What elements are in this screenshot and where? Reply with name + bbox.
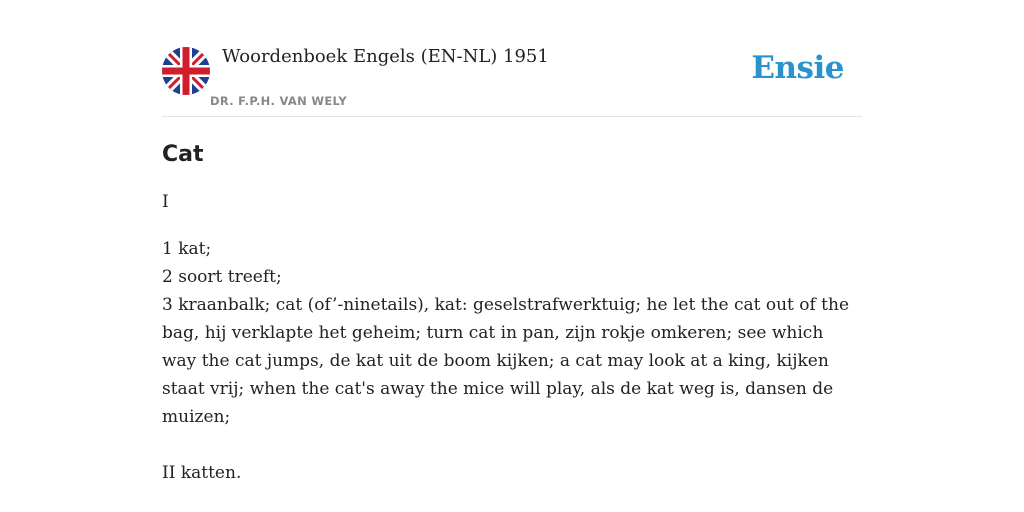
entry-content bbox=[162, 138, 862, 487]
entry-headword: Cat bbox=[162, 142, 204, 167]
sense-item: 2 soort treeft; bbox=[162, 267, 282, 287]
dictionary-title[interactable]: Woordenboek Engels (EN-NL) 1951 bbox=[222, 46, 549, 67]
section-2-text: II katten. bbox=[162, 463, 242, 483]
section-1-label: I bbox=[162, 192, 169, 212]
dictionary-author: DR. F.P.H. VAN WELY bbox=[210, 94, 347, 108]
ensie-logo[interactable]: Ensie bbox=[751, 50, 844, 86]
sense-item: 3 kraanbalk; cat (of’-ninetails), kat: geselstrafwerktuig; he let the cat out of the bag, hij verklapte het geheim; turn cat in pan, zijn rokje omkeren; see which way the cat jumps, de kat uit de boom kijken; a cat may look at a king, kijken staat vrij; when the cat's away the mice will play, als de kat weg is, dansen de muizen; bbox=[162, 295, 850, 427]
sense-item: 1 kat; bbox=[162, 239, 212, 259]
dictionary-header bbox=[162, 46, 862, 117]
uk-flag-icon bbox=[162, 47, 210, 95]
sense-list bbox=[162, 235, 862, 431]
